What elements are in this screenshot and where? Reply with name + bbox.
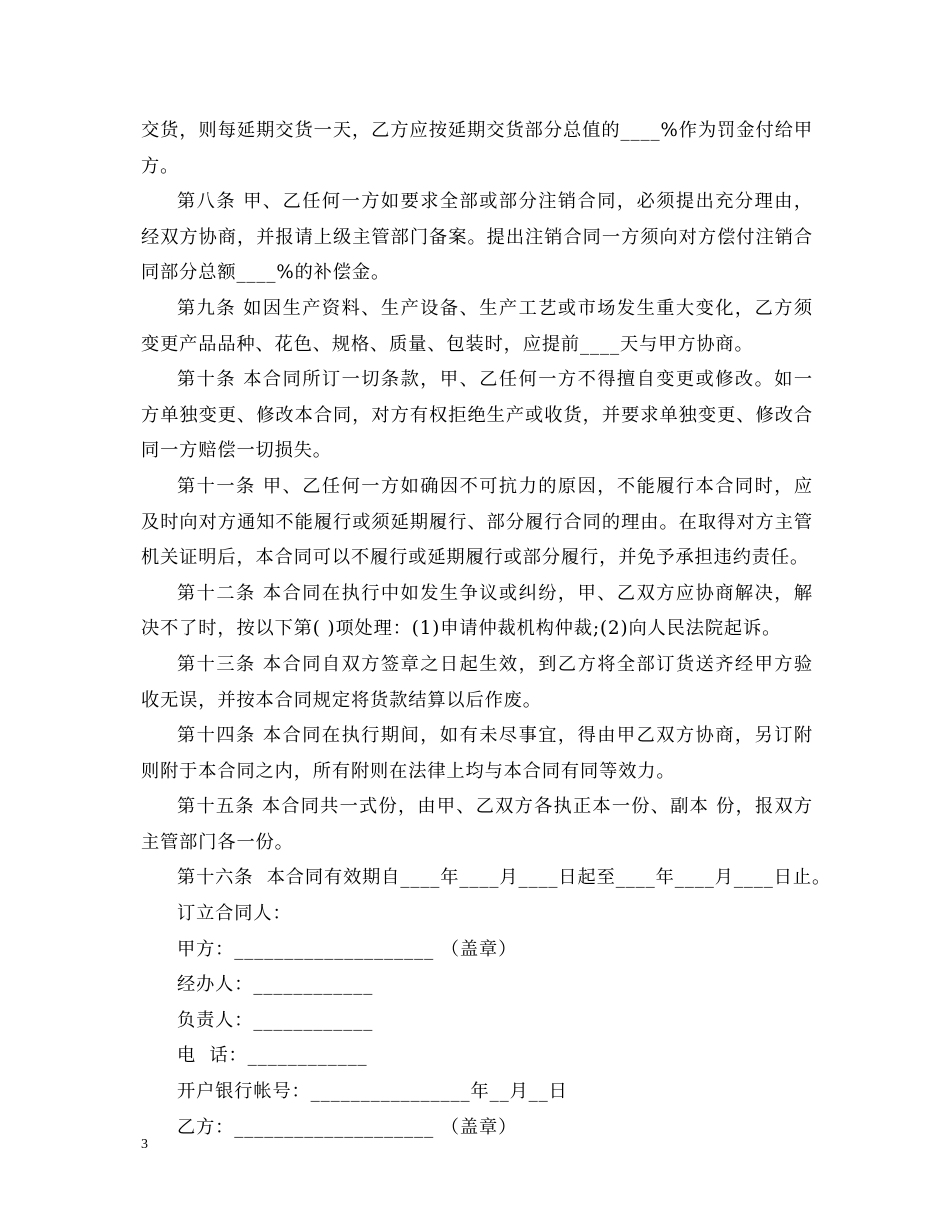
bank-account-field: 开户银行帐号：________________年__月__日 [177, 1081, 568, 1103]
clause-13: 第十三条 本合同自双方签章之日起生效，到乙方将全部订货送齐经甲方验收无误，并按本合同规定将货款结算以后作废。 [141, 653, 813, 711]
clause-14: 第十四条 本合同在执行期间，如有未尽事宜，得由甲乙双方协商，另订附则附于本合同之内，所有附则在法律上均与本合同有同等效力。 [141, 725, 813, 782]
responsible-person-field: 负责人：____________ [177, 1009, 374, 1031]
page-number: 3 [141, 1137, 148, 1152]
clause-11: 第十一条 甲、乙任何一方如确因不可抗力的原因，不能履行本合同时，应及时向对方通知不能履行或须延期履行、部分履行合同的理由。在取得对方主管机关证明后，本合同可以不履行或延期履行或部分履行，并免予承担违约责任。 [141, 475, 813, 569]
party-a-field: 甲方：____________________ （盖章） [177, 938, 518, 960]
party-b-field: 乙方：____________________ （盖章） [177, 1116, 518, 1138]
paragraph-continuation: 交货，则每延期交货一天，乙方应按延期交货部分总值的____%作为罚金付给甲方。 [141, 120, 813, 177]
clause-12: 第十二条 本合同在执行中如发生争议或纠纷，甲、乙双方应协商解决，解决不了时，按以下第( )项处理：(1)申请仲裁机构仲裁;(2)向人民法院起诉。 [141, 582, 813, 640]
phone-field: 电 话：____________ [177, 1045, 368, 1067]
clause-9: 第九条 如因生产资料、生产设备、生产工艺或市场发生重大变化，乙方须变更产品品种、花色、规格、质量、包装时，应提前____天与甲方协商。 [141, 297, 813, 355]
handler-field: 经办人：____________ [177, 974, 374, 996]
signatories-heading: 订立合同人： [177, 903, 292, 925]
clause-10: 第十条 本合同所订一切条款，甲、乙任何一方不得擅自变更或修改。如一方单独变更、修改本合同，对方有权拒绝生产或收货，并要求单独变更、修改合同一方赔偿一切损失。 [141, 369, 813, 462]
clause-16: 第十六条 本合同有效期自____年____月____日起至____年____月____日止。 [177, 867, 832, 889]
document-body [141, 113, 832, 1145]
clause-15: 第十五条 本合同共一式份，由甲、乙双方各执正本一份、副本 份，报双方主管部门各一份。 [141, 796, 813, 853]
clause-8: 第八条 甲、乙任何一方如要求全部或部分注销合同，必须提出充分理由，经双方协商，并报请上级主管部门备案。提出注销合同一方须向对方偿付注销合同部分总额____%的补偿金。 [141, 191, 813, 284]
